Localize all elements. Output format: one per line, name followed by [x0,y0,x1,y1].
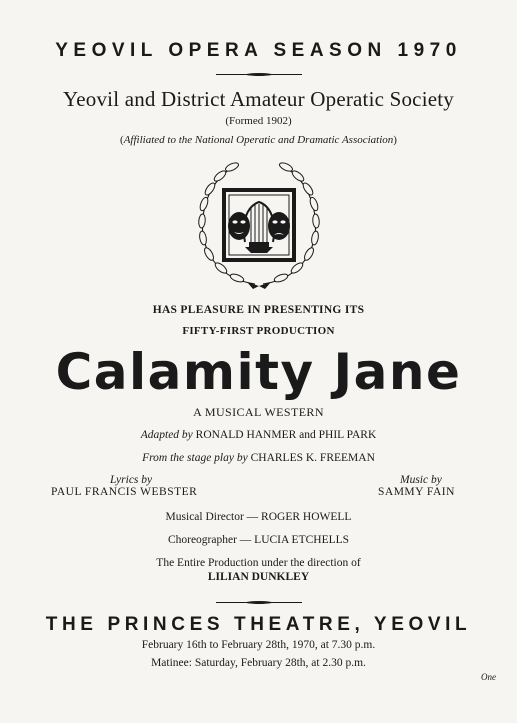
performance-dates: February 16th to February 28th, 1970, at 7.30 p.m. [141,639,376,651]
laurel-wreath-lyre-theatre-masks-icon [195,158,323,290]
music-label: Music by [400,474,442,486]
matinee-info: Matinee: Saturday, February 28th, at 2.30 p.m. [151,657,366,669]
season-heading: YEOVIL OPERA SEASON 1970 [55,40,462,61]
theatre-name: THE PRINCES THEATRE, YEOVIL [45,614,472,635]
adapted-by-credit: Adapted by RONALD HANMER and PHIL PARK [140,429,377,441]
divider-rule [216,74,302,75]
show-title: Calamity Jane [55,343,462,401]
affiliation-note: (Affiliated to the National Operatic and Dramatic Association) [120,134,397,146]
lyrics-label: Lyrics by [110,474,153,486]
divider-rule [216,602,302,603]
page-number: One [481,672,496,682]
formed-note: (Formed 1902) [225,115,292,127]
choreographer-credit: Choreographer — LUCIA ETCHELLS [167,534,350,546]
production-number: FIFTY-FIRST PRODUCTION [182,325,335,337]
director-name: LILIAN DUNKLEY [207,571,310,583]
musical-director-credit: Musical Director — ROGER HOWELL [165,511,352,523]
direction-line: The Entire Production under the direction of [156,557,361,569]
presenting-line: HAS PLEASURE IN PRESENTING ITS [152,304,365,316]
society-name: Yeovil and District Amateur Operatic Society [62,87,454,111]
show-subtitle: A MUSICAL WESTERN [193,405,324,419]
lyricist-name: PAUL FRANCIS WEBSTER [51,486,198,498]
composer-name: SAMMY FAIN [378,486,455,498]
stage-play-credit: From the stage play by CHARLES K. FREEMAN [142,452,375,464]
